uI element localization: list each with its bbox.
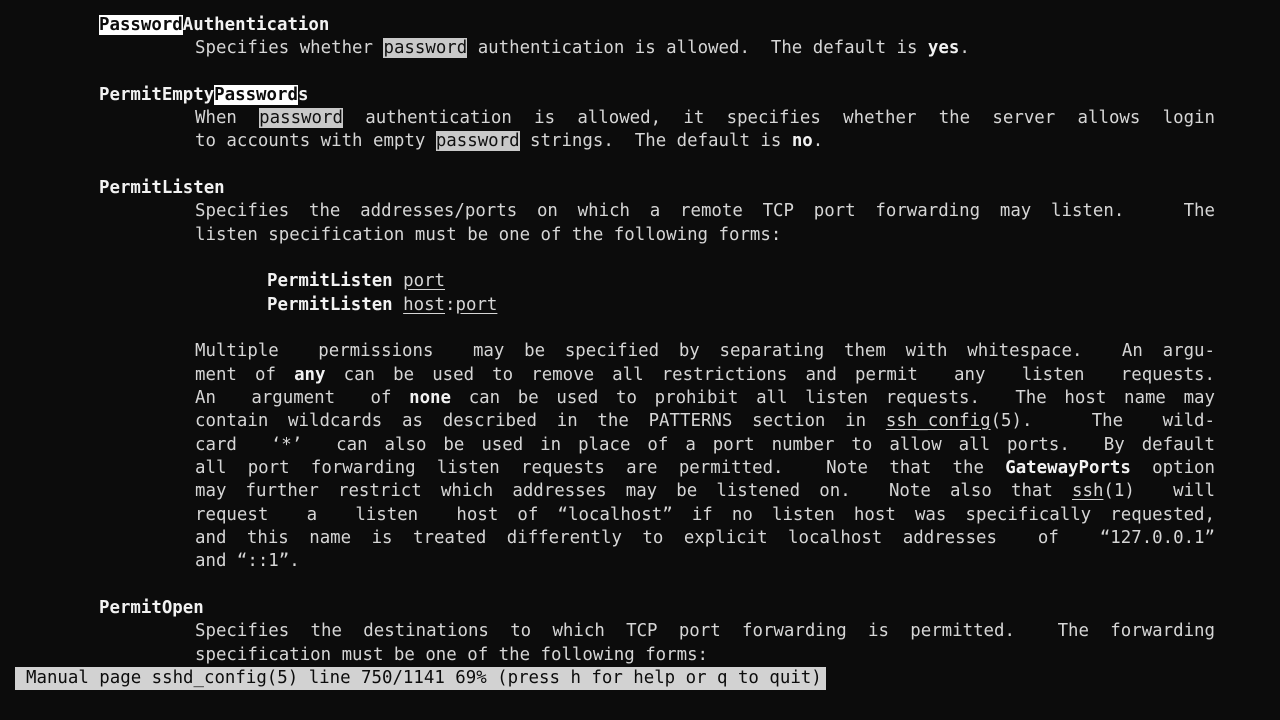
option-description-line: contain wildcards as described in the PATTERNS section in ssh_config(5). The wild- bbox=[195, 411, 1215, 431]
option-description-line: and this name is treated differently to explicit localhost addresses of “127.0.0.1” bbox=[195, 528, 1215, 548]
option-description-line: to accounts with empty password strings. The default is no. bbox=[195, 131, 824, 151]
manpage-cross-reference: ssh_config bbox=[885, 411, 991, 431]
option-term-permit-open: PermitOpen bbox=[99, 598, 204, 618]
option-term-permit-empty-passwords: PermitEmptyPasswords bbox=[99, 85, 309, 105]
pager-status-bar: Manual page sshd_config(5) line 750/1141 69% (press h for help or q to quit) bbox=[15, 667, 826, 690]
option-term-password-authentication: PasswordAuthentication bbox=[99, 15, 330, 35]
option-description-line: Multiple permissions may be specified by separating them with whitespace. An argu- bbox=[195, 341, 1215, 361]
option-description-line: specification must be one of the following forms: bbox=[195, 645, 709, 665]
syntax-form: PermitListen port bbox=[267, 271, 446, 291]
manpage-cross-reference: ssh bbox=[1072, 481, 1104, 501]
search-match: password bbox=[259, 108, 343, 128]
option-description-line: may further restrict which addresses may be listened on. Note also that ssh(1) will bbox=[195, 481, 1215, 501]
option-description-line: Specifies the addresses/ports on which a remote TCP port forwarding may listen. The bbox=[195, 201, 1215, 221]
option-description-line: request a listen host of “localhost” if no listen host was specifically requested, bbox=[195, 505, 1215, 525]
option-description-line: An argument of none can be used to prohibit all listen requests. The host name may bbox=[195, 388, 1215, 408]
option-description-line: card ‘*’ can also be used in place of a port number to allow all ports. By default bbox=[195, 435, 1215, 455]
search-match: password bbox=[435, 131, 520, 151]
option-description-line: listen specification must be one of the following forms: bbox=[195, 225, 782, 245]
search-highlight: Password bbox=[99, 15, 183, 35]
option-description-line: and “::1”. bbox=[195, 551, 300, 571]
option-description-line: Specifies the destinations to which TCP port forwarding is permitted. The forwarding bbox=[195, 621, 1215, 641]
search-match: password bbox=[383, 38, 468, 58]
syntax-form: PermitListen host:port bbox=[267, 295, 498, 315]
option-description-line: When password authentication is allowed, it specifies whether the server allows login bbox=[195, 108, 1215, 128]
option-description-line: all port forwarding listen requests are permitted. Note that the GatewayPorts option bbox=[195, 458, 1215, 478]
option-description-line: ment of any can be used to remove all restrictions and permit any listen requests. bbox=[195, 365, 1215, 385]
option-term-permit-listen: PermitListen bbox=[99, 178, 225, 198]
search-highlight: Password bbox=[214, 85, 298, 105]
option-description-line: Specifies whether password authentication is allowed. The default is yes. bbox=[195, 38, 970, 58]
